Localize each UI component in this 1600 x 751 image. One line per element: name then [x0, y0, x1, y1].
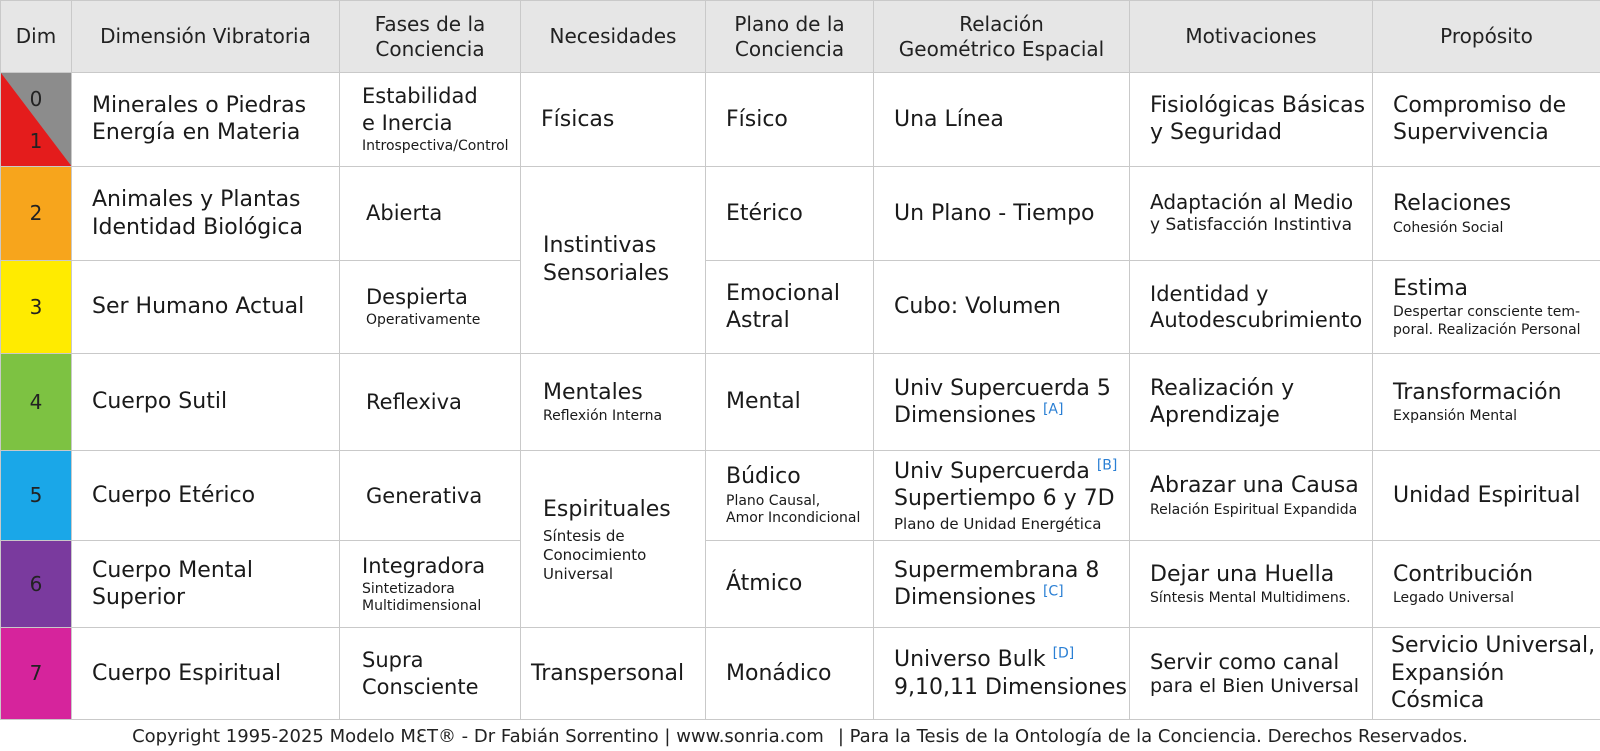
fase-cell: Supra Consciente — [340, 628, 521, 720]
dim-number-1: 1 — [29, 128, 43, 153]
motivacion-cell: Dejar una Huella Síntesis Mental Multidimens. — [1130, 540, 1373, 627]
dimension-cell: Minerales o Piedras Energía en Materia — [72, 73, 340, 167]
table-row-dim-0-1 — [1, 73, 1600, 167]
geometria-cell: Univ Supercuerda [B] Supertiempo 6 y 7D Plano de Unidad Energética — [874, 451, 1130, 540]
dim-cell-3: 3 — [1, 261, 72, 354]
header-proposito: Propósito — [1373, 1, 1600, 73]
proposito-cell: Unidad Espiritual — [1373, 451, 1600, 540]
motivacion-cell: Realización y Aprendizaje — [1130, 353, 1373, 451]
plano-cell: Físico — [706, 73, 874, 167]
dimension-cell: Cuerpo Sutil — [72, 353, 340, 451]
dimension-cell: Cuerpo Mental Superior — [72, 540, 340, 627]
dim-cell-4: 4 — [1, 353, 72, 451]
dim-cell-5: 5 — [1, 451, 72, 540]
footnote-ref-a: [A] — [1042, 401, 1064, 418]
necesidad-cell: Mentales Reflexión Interna — [521, 353, 706, 451]
proposito-cell: Relaciones Cohesión Social — [1373, 166, 1600, 261]
header-plano: Plano de la Conciencia — [706, 1, 874, 73]
table-row-dim-6 — [1, 540, 1600, 627]
motivacion-cell: Identidad y Autodescubrimiento — [1130, 261, 1373, 354]
dimension-cell: Animales y Plantas Identidad Biológica — [72, 166, 340, 261]
header-row — [1, 1, 1600, 73]
geometria-cell: Un Plano - Tiempo — [874, 166, 1130, 261]
dim-cell-7: 7 — [1, 628, 72, 720]
plano-cell: Emocional Astral — [706, 261, 874, 354]
necesidad-cell-espirituales: Espirituales Síntesis de Conocimiento Universal — [521, 451, 706, 628]
dimension-cell: Cuerpo Etérico — [72, 451, 340, 540]
proposito-cell: Servicio Universal, Expansión Cósmica — [1373, 628, 1600, 720]
header-motivaciones: Motivaciones — [1130, 1, 1373, 73]
fase-cell: Despierta Operativamente — [340, 261, 521, 354]
fase-cell: Abierta — [340, 166, 521, 261]
geometria-cell: Una Línea — [874, 73, 1130, 167]
plano-cell: Mental — [706, 353, 874, 451]
motivacion-cell: Abrazar una Causa Relación Espiritual Expandida — [1130, 451, 1373, 540]
footer-copyright: Copyright 1995-2025 Modelo MƐT® - Dr Fabián Sorrentino | www.sonria.com — [132, 726, 824, 747]
necesidad-cell: Transpersonal — [521, 628, 706, 720]
table-row-dim-5 — [1, 451, 1600, 540]
header-necesidades: Necesidades — [521, 1, 706, 73]
proposito-cell: Estima Despertar consciente tem- poral. Realización Personal — [1373, 261, 1600, 354]
table-row-dim-2 — [1, 166, 1600, 261]
footnote-ref-c: [C] — [1042, 583, 1064, 600]
footnote-ref-b: [B] — [1096, 457, 1118, 474]
header-dim: Dim — [1, 1, 72, 73]
table-row-dim-3 — [1, 261, 1600, 354]
proposito-cell: Contribución Legado Universal — [1373, 540, 1600, 627]
geometria-cell: Supermembrana 8 Dimensiones [C] — [874, 540, 1130, 627]
dim-number-0: 0 — [29, 87, 43, 112]
copyright-footer — [0, 722, 1600, 751]
geometria-cell: Cubo: Volumen — [874, 261, 1130, 354]
header-relacion-geometrica: Relación Geométrico Espacial — [874, 1, 1130, 73]
fase-cell: Integradora Sintetizadora Multidimensional — [340, 540, 521, 627]
dimension-cell: Ser Humano Actual — [72, 261, 340, 354]
fase-cell: Estabilidad e Inercia Introspectiva/Control — [340, 73, 521, 167]
plano-cell: Etérico — [706, 166, 874, 261]
footnote-ref-d: [D] — [1052, 645, 1075, 662]
dimension-cell: Cuerpo Espiritual — [72, 628, 340, 720]
motivacion-cell: Adaptación al Medio y Satisfacción Instintiva — [1130, 166, 1373, 261]
footer-rights: | Para la Tesis de la Ontología de la Conciencia. Derechos Reservados. — [837, 726, 1468, 747]
plano-cell: Monádico — [706, 628, 874, 720]
header-fases: Fases de la Conciencia — [340, 1, 521, 73]
table-row-dim-7 — [1, 628, 1600, 720]
proposito-cell: Transformación Expansión Mental — [1373, 353, 1600, 451]
fase-cell: Generativa — [340, 451, 521, 540]
plano-cell: Búdico Plano Causal, Amor Incondicional — [706, 451, 874, 540]
header-dimension-vibratoria: Dimensión Vibratoria — [72, 1, 340, 73]
fase-cell: Reflexiva — [340, 353, 521, 451]
necesidad-cell: Físicas — [521, 73, 706, 167]
motivacion-cell: Servir como canal para el Bien Universal — [1130, 628, 1373, 720]
plano-cell: Átmico — [706, 540, 874, 627]
proposito-cell: Compromiso de Supervivencia — [1373, 73, 1600, 167]
necesidad-cell-instintivas: Instintivas Sensoriales — [521, 166, 706, 353]
geometria-cell: Universo Bulk [D] 9,10,11 Dimensiones — [874, 628, 1130, 720]
dim-cell-2: 2 — [1, 166, 72, 261]
motivacion-cell: Fisiológicas Básicas y Seguridad — [1130, 73, 1373, 167]
dim-cell-0-1 — [1, 73, 72, 167]
dim-cell-6: 6 — [1, 540, 72, 627]
geometria-cell: Univ Supercuerda 5 Dimensiones [A] — [874, 353, 1130, 451]
table-row-dim-4 — [1, 353, 1600, 451]
